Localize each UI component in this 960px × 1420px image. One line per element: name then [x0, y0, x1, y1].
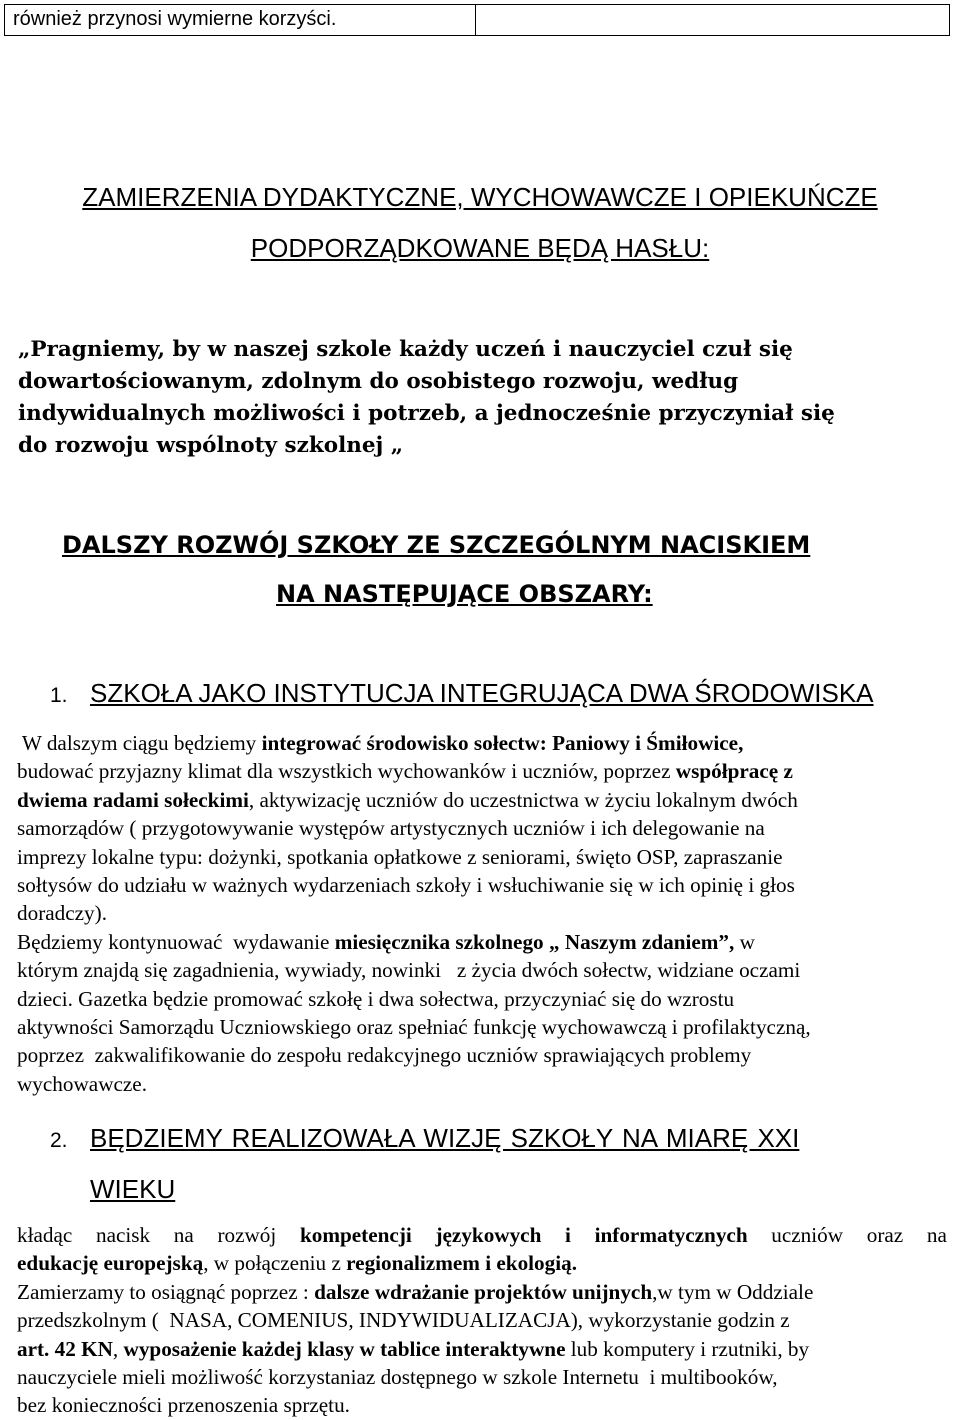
text-run: doradczy). — [17, 901, 107, 926]
motto-quote — [18, 334, 948, 462]
bold-word: i — [565, 1223, 571, 1247]
bold-text-run: edukację europejską — [17, 1251, 204, 1276]
text-run: , aktywizację uczniów do uczestnictwa w życiu lokalnym dwóch — [248, 787, 798, 812]
paragraph-line — [17, 1363, 947, 1391]
heading-line-2: PODPORZĄDKOWANE BĘDĄ HASŁU: — [250, 233, 710, 263]
paragraph-line — [17, 1070, 947, 1098]
text-run: nauczyciele mieli możliwość korzystaniaz dostępnego w szkole Internetu i multibooków, — [17, 1365, 778, 1390]
text-run: aktywności Samorządu Uczniowskiego oraz spełniać funkcję wychowawczą i profilaktyczną, — [17, 1015, 811, 1040]
bold-text-run: dalsze wdrażanie projektów unijnych — [314, 1279, 653, 1304]
text-run: , w połączeniu z — [203, 1251, 347, 1276]
text-run: sołtysów do udziału w ważnych wydarzeniach szkoły i wsłuchiwanie się w ich opinię i głos — [17, 873, 795, 898]
section-2-title-line-1: BĘDZIEMY REALIZOWAŁA WIZJĘ SZKOŁY NA MIARĘ XXI — [90, 1123, 800, 1153]
word: na — [926, 1223, 947, 1247]
word: rozwój — [217, 1223, 277, 1247]
paragraph-line — [17, 1221, 947, 1249]
paragraph-line — [17, 1278, 947, 1306]
paragraph-line — [17, 729, 947, 757]
text-run: ,w tym w Oddziale — [652, 1279, 814, 1304]
text-run: przedszkolnym ( NASA, COMENIUS, INDYWIDUALIZACJA), wykorzystanie godzin z — [17, 1308, 790, 1333]
text-run: którym znajdą się zagadnienia, wywiady, nowinki z życia dwóch sołectw, widziane oczami — [17, 958, 801, 983]
paragraph-line — [17, 843, 947, 871]
motto-line: dowartościowanym, zdolnym do osobistego rozwoju, według — [18, 369, 739, 394]
text-run: Zamierzamy to osiągnąć poprzez : — [17, 1279, 315, 1304]
bold-text-run: integrować środowisko sołectw: Paniowy i Śmiłowice, — [261, 731, 744, 755]
text-run: samorządów ( przygotowywanie występów artystycznych uczniów i ich delegowanie na — [17, 816, 765, 841]
paragraph-line — [17, 814, 947, 842]
top-table-row — [4, 4, 950, 36]
word: oraz — [866, 1223, 904, 1247]
section-1-body — [17, 729, 947, 1098]
text-run: dzieci. Gazetka będzie promować szkołę i dwa sołectwa, przyczyniać się do wzrostu — [17, 986, 735, 1011]
text-run: budować przyjazny klimat dla wszystkich wychowanków i uczniów, poprzez — [17, 759, 676, 784]
paragraph-line — [17, 1041, 947, 1069]
paragraph-line — [17, 1391, 947, 1419]
paragraph-line — [17, 1335, 947, 1363]
bold-text-run: regionalizmem i ekologią. — [346, 1251, 578, 1276]
paragraph-line — [17, 928, 947, 956]
section-2-title-line-2: WIEKU — [90, 1174, 176, 1204]
table-cell-text: również przynosi wymierne korzyści. — [13, 8, 337, 30]
text-run: lub komputery i rzutniki, by — [565, 1336, 810, 1361]
paragraph-line — [17, 1013, 947, 1041]
motto-line: do rozwoju wspólnoty szkolnej „ — [18, 433, 404, 458]
text-run: w — [734, 929, 755, 954]
text-run: , — [112, 1336, 124, 1361]
word: uczniów — [771, 1223, 844, 1247]
bold-text-run: art. 42 KN — [17, 1336, 113, 1361]
paragraph-line — [17, 871, 947, 899]
text-run: bez konieczności przenoszenia sprzętu. — [17, 1393, 350, 1418]
bold-word: kompetencji — [299, 1223, 412, 1247]
paragraph-line — [17, 956, 947, 984]
bold-text-run: wyposażenie każdej klasy w tablice interaktywne — [123, 1336, 566, 1361]
paragraph-line — [17, 1306, 947, 1334]
text-run: W dalszym ciągu będziemy — [17, 731, 262, 755]
word: nacisk — [95, 1223, 151, 1247]
paragraph-line — [17, 1249, 947, 1277]
paragraph-line — [17, 985, 947, 1013]
text-run: wychowawcze. — [17, 1071, 148, 1096]
areas-heading-line-2: NA NASTĘPUJĄCE OBSZARY: — [276, 580, 653, 608]
section-2-number: 2. — [50, 1129, 68, 1152]
paragraph-line — [17, 786, 947, 814]
bold-text-run: miesięcznika szkolnego „ Naszym zdaniem”, — [334, 929, 735, 954]
bold-text-run: dwiema radami sołeckimi — [17, 787, 249, 812]
table-cell-left — [5, 5, 476, 35]
text-run: poprzez zakwalifikowanie do zespołu redakcyjnego uczniów sprawiających problemy — [17, 1043, 752, 1068]
paragraph-line — [17, 899, 947, 927]
text-run: Będziemy kontynuować wydawanie — [17, 929, 335, 954]
areas-heading-line-1: DALSZY ROZWÓJ SZKOŁY ZE SZCZEGÓLNYM NACISKIEM — [62, 531, 811, 559]
motto-line: „Pragniemy, by w naszej szkole każdy uczeń i nauczyciel czuł się — [18, 337, 793, 362]
word: na — [173, 1223, 194, 1247]
heading-line-1: ZAMIERZENIA DYDAKTYCZNE, WYCHOWAWCZE I OPIEKUŃCZE — [82, 182, 878, 212]
word: kładąc — [17, 1223, 73, 1247]
text-run: imprezy lokalne typu: dożynki, spotkania opłatkowe z seniorami, święto OSP, zapraszanie — [17, 844, 783, 869]
paragraph-line — [17, 757, 947, 785]
bold-word: językowych — [435, 1223, 542, 1247]
section-1-title: SZKOŁA JAKO INSTYTUCJA INTEGRUJĄCA DWA ŚRODOWISKA — [90, 678, 874, 708]
bold-word: informatycznych — [594, 1223, 748, 1247]
bold-text-run: współpracę z — [675, 759, 793, 784]
section-1-number: 1. — [50, 684, 68, 707]
motto-line: indywidualnych możliwości i potrzeb, a jednocześnie przyczyniał się — [18, 401, 835, 426]
section-2-body — [17, 1221, 947, 1420]
